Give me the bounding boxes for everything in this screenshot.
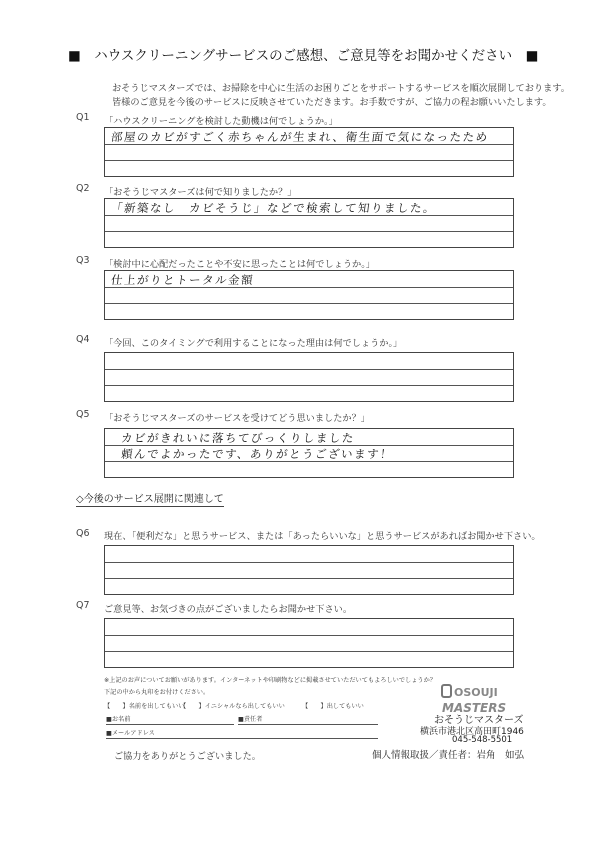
consent-option-name[interactable]: 【 】名前を出してもいい: [104, 703, 185, 710]
handwritten-answer: カビがきれいに落ちてびっくりしました: [120, 431, 356, 445]
answer-box-q1[interactable]: [104, 127, 514, 177]
email-field-line[interactable]: [106, 738, 378, 739]
answer-line: [105, 160, 513, 161]
company-phone: 045-548-5501: [452, 735, 513, 745]
question-number: Q1: [76, 112, 90, 123]
question-number: Q6: [76, 528, 90, 539]
handwritten-answer: 仕上がりとトータル金額: [110, 273, 255, 287]
question-text: 「検討中に心配だったことや不安に思ったことは何でしょうか。」: [104, 259, 376, 270]
answer-line: [105, 651, 513, 652]
consent-option-initials[interactable]: 【 】イニシャルなら出してもいい: [180, 703, 285, 710]
privacy-officer: 個人情報取扱／責任者：岩角 如弘: [372, 750, 525, 761]
answer-box-q7[interactable]: [104, 618, 514, 668]
handwritten-answer: 頼んでよかったです、ありがとうございます！: [120, 447, 394, 461]
question-text: 「今回、このタイミングで利用することになった理由は何でしょうか。」: [104, 338, 403, 349]
thanks-message: ご協力をありがとうございました。: [114, 751, 261, 762]
answer-line: [105, 385, 513, 386]
consent-instruction: 下記の中から丸印をお付けください。: [104, 689, 210, 696]
person-field-label: ■責任者: [238, 716, 263, 723]
company-name: おそうじマスターズ: [434, 715, 524, 726]
answer-line: [105, 578, 513, 579]
handwritten-answer: 「新築なし カビそうじ」などで検索して知りました。: [110, 201, 437, 215]
answer-line: [105, 303, 513, 304]
answer-box-q5[interactable]: [104, 428, 514, 478]
answer-box-q2[interactable]: [104, 198, 514, 248]
section-heading: ◇今後のサービス展開に関連して: [76, 490, 224, 507]
name-field-label: ■お名前: [106, 716, 131, 723]
question-text: ご意見等、お気づきの点がございましたらお聞かせ下さい。: [104, 604, 353, 615]
email-field-label: ■メールアドレス: [106, 730, 155, 737]
question-number: Q4: [76, 334, 90, 345]
person-field-line[interactable]: [238, 724, 378, 725]
question-text: 「ハウスクリーニングを検討した動機は何でしょうか。」: [104, 116, 338, 127]
consent-note: ※上記のお声についてお願いがあります。インターネットや印刷物などに掲載させていただいてもよろしいでしょうか？: [104, 677, 436, 684]
answer-line: [105, 562, 513, 563]
answer-line: [105, 369, 513, 370]
name-field-line[interactable]: [106, 724, 234, 725]
question-text: 「おそうじマスターズは何で知りましたか？」: [104, 187, 297, 198]
question-number: Q5: [76, 409, 90, 420]
question-number: Q3: [76, 255, 90, 266]
question-number: Q2: [76, 183, 90, 194]
consent-option-other[interactable]: 【 】出してもいい: [302, 703, 364, 710]
handwritten-answer: 部屋のカビがすごく赤ちゃんが生まれ、衛生面で気になったため: [110, 130, 490, 144]
answer-line: [105, 231, 513, 232]
company-address: 横浜市港北区高田町1946: [420, 727, 524, 737]
logo-text-bottom: MASTERS: [442, 701, 507, 715]
question-text: 「おそうじマスターズのサービスを受けてどう思いましたか？」: [104, 413, 370, 424]
answer-box-q6[interactable]: [104, 545, 514, 595]
intro-line-2: 皆様のご意見を今後のサービスに反映させていただきます。お手数ですが、ご協力の程お願いいたします。: [112, 97, 552, 108]
survey-title: ■ ハウスクリーニングサービスのご感想、ご意見等をお聞かせください ■: [68, 48, 539, 64]
logo-text-top: OSOUJI: [454, 686, 498, 699]
intro-line-1: おそうじマスターズでは、お掃除を中心に生活のお困りごとをサポートするサービスを順次展開しております。: [112, 83, 570, 94]
question-text: 現在、「便利だな」と思うサービス、または「あったらいいな」と思うサービスがあればお聞かせ下さい。: [104, 531, 541, 542]
answer-box-q3[interactable]: [104, 270, 514, 320]
answer-line: [105, 635, 513, 636]
question-number: Q7: [76, 600, 90, 611]
answer-box-q4[interactable]: [104, 352, 514, 402]
